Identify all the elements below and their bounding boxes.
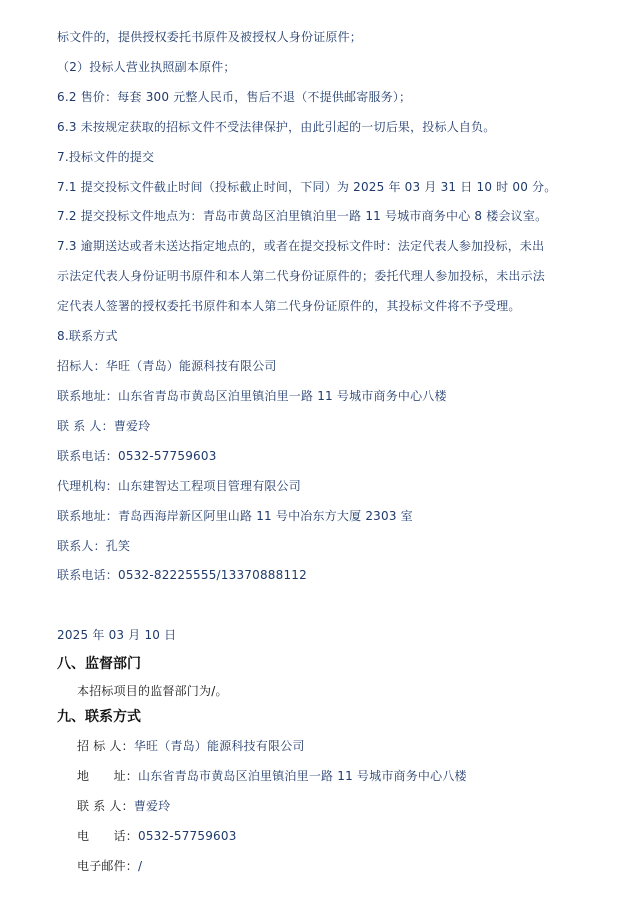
contact-label: 联 系 人： (77, 799, 134, 813)
contact-row-address (77, 768, 467, 784)
contact-value: 华旺（青岛）能源科技有限公司 (133, 739, 305, 753)
text-line: 8.联系方式 (57, 329, 118, 343)
contact-label: 电 话： (77, 829, 139, 843)
contact-value: 0532-57759603 (138, 829, 237, 843)
text-line: 联系电话：0532-57759603 (57, 449, 217, 463)
text-line: 7.3 逾期送达或者未送达指定地点的，或者在提交投标文件时：法定代表人参加投标，未出 (57, 239, 545, 253)
contact-label: 地 址： (77, 769, 139, 783)
contact-value: 曹爱玲 (133, 799, 171, 813)
text-line: 联系地址：山东省青岛市黄岛区泊里镇泊里一路 11 号城市商务中心八楼 (57, 389, 447, 403)
text-line: 代理机构：山东建智达工程项目管理有限公司 (57, 479, 302, 493)
text-line: 联系人：孔笑 (57, 539, 131, 553)
text-line: 标文件的，提供授权委托书原件及被授权人身份证原件； (57, 30, 363, 44)
text-line: 7.投标文件的提交 (57, 150, 155, 164)
section-heading-supervision: 八、监督部门 (57, 656, 141, 672)
text-line: 6.3 未按规定获取的招标文件不受法律保护，由此引起的一切后果，投标人自负。 (57, 120, 496, 134)
contact-row-phone (77, 828, 237, 844)
text-line: 示法定代表人身份证明书原件和本人第二代身份证原件的；委托代理人参加投标，未出示法 (57, 269, 546, 283)
section-heading-contact: 九、联系方式 (57, 709, 141, 725)
text-line: （2）投标人营业执照副本原件； (57, 60, 236, 74)
text-line: 联 系 人：曹爱玲 (57, 419, 151, 433)
supervision-text: 本招标项目的监督部门为/。 (77, 684, 228, 698)
text-line: 7.2 提交投标文件地点为：青岛市黄岛区泊里镇泊里一路 11 号城市商务中心 8 楼会议室。 (57, 209, 548, 223)
text-line: 定代表人签署的授权委托书原件和本人第二代身份证原件的，其投标文件将不予受理。 (57, 299, 521, 313)
text-line: 7.1 提交投标文件截止时间（投标截止时间，下同）为 2025 年 03 月 31 日 10 时 00 分。 (57, 180, 557, 194)
contact-row-email (77, 858, 142, 874)
text-line: 6.2 售价：每套 300 元整人民币，售后不退（不提供邮寄服务）； (57, 90, 412, 104)
text-line: 联系电话：0532-82225555/13370888112 (57, 568, 307, 582)
contact-row-tenderer (77, 738, 305, 754)
contact-label: 电子邮件： (77, 859, 139, 873)
text-line: 招标人：华旺（青岛）能源科技有限公司 (57, 359, 277, 373)
contact-row-person (77, 798, 170, 814)
contact-value: 山东省青岛市黄岛区泊里镇泊里一路 11 号城市商务中心八楼 (138, 769, 467, 783)
document-date: 2025 年 03 月 10 日 (57, 628, 177, 642)
text-line: 联系地址：青岛西海岸新区阿里山路 11 号中冶东方大厦 2303 室 (57, 509, 413, 523)
contact-label: 招 标 人： (77, 739, 134, 753)
contact-value: / (138, 859, 143, 873)
